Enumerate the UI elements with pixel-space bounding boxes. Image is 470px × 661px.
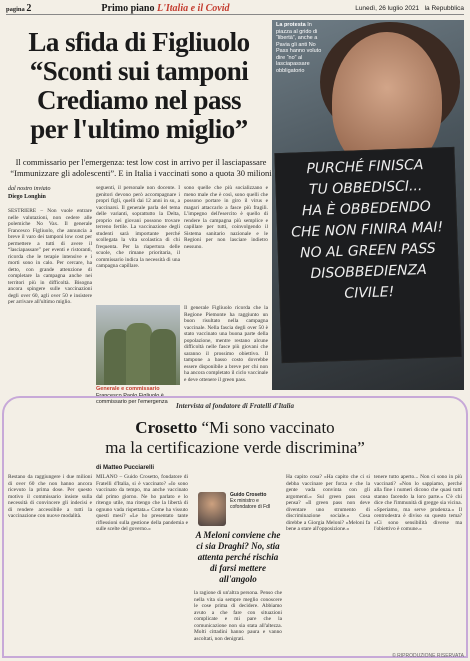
article-column-1: SESTRIERE – Non vuole entrare nelle valutazioni, non cedere alle polemiche No Vax. Il generale Francesco Figliuolo, che annuncia a breve il varo dei tamponi low cost per permettere a tutti di avere il “lasciapassare” per eventi e ristoranti, ricorda che le terapie intensive e i morti sono in calo. Per cercare, ha detto, con grande attenzione di completare la campagna anche nei territori più in difficoltà. Bisogna ancora spingere sulle vaccinazioni degli over 60, agli over 50 e insistere per arrivare all'ultimo miglio. xyxy=(8,208,92,305)
edition-date: Lunedì, 26 luglio 2021 la Repubblica xyxy=(355,4,464,12)
interview-column-4: tenere tutto aperto... Non ci sono in più vaccinati? «Non lo sappiamo, perché alla fine i numeri dicono che quasi tutti stanno facendo la loro parte.» C'è chi dice che l'immunità di gregge sia vicina. «Speriamo, ma serve prudenza.» Il centrodestra è diviso su questo tema? «Ci sono sensibilità diverse ma l'obiettivo è comune.» xyxy=(374,474,462,532)
protest-sign: PURCHÉ FINISCA TU OBBEDISCI... HA È OBBEDENDO CHE NON FINIRA MAI! NO AL GREEN PASS DISOBBEDIENZA CIVILE! xyxy=(274,147,461,363)
byline: dal nostro inviato Diego Longhin xyxy=(8,186,51,200)
paper-name: la Repubblica xyxy=(424,4,464,12)
article-headline: La sfida di Figliuolo “Sconti sui tamponi Crediamo nel pass per l'ultimo miglio” xyxy=(28,27,250,144)
section-title: Primo piano L'Italia e il Covid xyxy=(101,2,230,14)
portrait-caption: Guido Crosetto Ex ministro e cofondatore di FdI xyxy=(230,492,271,510)
article-column-4: Il generale Figliuolo ricorda che la Regione Piemonte ha raggiunto un buon risultato nella campagna vaccinale. Nella fascia degli over 50 è stato vaccinato una buona parte della popolazione, mentre restano alcune difficoltà nelle fasce più giovani che saranno il prossimo obiettivo. Il tampone a basso costo dovrebbe essere disponibile a breve per chi non ha ancora completato il ciclo vaccinale e deve ottenere il green pass. xyxy=(184,305,268,383)
protest-photo-caption: La protesta In piazza al grido di “libertà”, anche a Pavia gli anti No Pass hanno voluto dire “no” al lasciapassare obbligatorio xyxy=(276,22,322,74)
pull-quote: A Meloni conviene che ci sia Draghi? No, stia attenta perché rischia di farsi mettere all'angolo xyxy=(195,530,281,584)
interview-column-0: Restano da raggiungere i due milioni di over 60 che non hanno ancora ricevuto la prima dose. Per questo motivo il commissario insiste sulla necessità di convincere gli indecisi e di rendere accessibile a tutti la vaccinazione con nuove modalità. xyxy=(8,474,92,519)
article-column-2: seguenti, il personale non docente. I genitori devono però accompagnare i propri figli, quelli dai 12 anni in su, a vaccinarsi. Il generale parla del tema delle varianti, soprattutto la Delta, proprio nei giovani possono trovare terreno fertile. La vaccinazione degli studenti sarà importante perché scollegata la vita scolastica di chi frequenta. Per la riapertura delle scuole, che rimane prioritaria, il commissario indica la necessità di una campagna capillare. xyxy=(96,185,180,269)
article-column-3: sono quelle che più socializzano e meno male che è così, sono quelli che possono portare in giro il virus e magari attaccarlo a fasce più fragili. L'impegno dell'esercito è quello di rendere la campagna più semplice e capillare per tutti, coinvolgendo il Sistema sanitario nazionale e le Regioni per non lasciare indietro nessuno. xyxy=(184,185,268,250)
interview-author: di Matteo Pucciarelli xyxy=(96,465,155,471)
figliuolo-photo-caption: Generale e commissario Francesco Paolo Figliuolo è commissario per l'emergenza xyxy=(96,386,168,405)
page-number: pagina 2 xyxy=(6,2,32,14)
page-header xyxy=(6,2,464,15)
interview-column-2: la ragione di un'altra persona. Penso che nella vita sia sempre meglio conoscere le cose prima di decidere. Abbiamo avuto a che fare con situazioni complicate e mi pare che la comunicazione non sia stata all'altezza. Molti cittadini hanno paura e vanno ascoltati, non denigrati. xyxy=(194,590,282,642)
interview-kicker: Intervista al fondatore di Fratelli d'Italia xyxy=(175,402,295,410)
interview-column-1: MILANO – Guido Crosetto, fondatore di Fratelli d'Italia, si è vaccinato? «Io sono vaccinato da tempo, ma anche vaccinato dal primo giorno. Ne ho parlato e lo ritengo utile, ma ritengo che la libertà di ognuno vada rispettata.» Come ha vissuto questi mesi? «Le ho presentato tante riflessioni sulla gestione della pandemia e sulle scelte del governo.» xyxy=(96,474,188,532)
byline-author: Diego Longhin xyxy=(8,194,46,200)
crosetto-portrait xyxy=(198,492,226,526)
interview-column-3: Ha capito cosa? «Ha capito che ci si debba vaccinare per forza e che la gente vada convinta con gli argomenti.» Sul green pass cosa pensa? «Il green pass non deve diventare uno strumento di discriminazione sociale.» Cosa direbbe a Giorgia Meloni? «Meloni fa bene a stare all'opposizione.» xyxy=(286,474,370,532)
figliuolo-photo xyxy=(96,305,180,385)
protest-photo xyxy=(272,20,464,390)
interview-headline: Crosetto “Mi sono vaccinato ma la certificazione verde discrimina” xyxy=(105,418,365,457)
copyright-note: © RIPRODUZIONE RISERVATA xyxy=(392,653,464,659)
article-subhead: Il commissario per l'emergenza: test low cost in arrivo per il lasciapassare “Immunizzare gli adolescenti”. E in Italia i vaccinati sono a quota 30 milioni xyxy=(10,157,272,178)
section-subtitle: L'Italia e il Covid xyxy=(156,2,230,14)
